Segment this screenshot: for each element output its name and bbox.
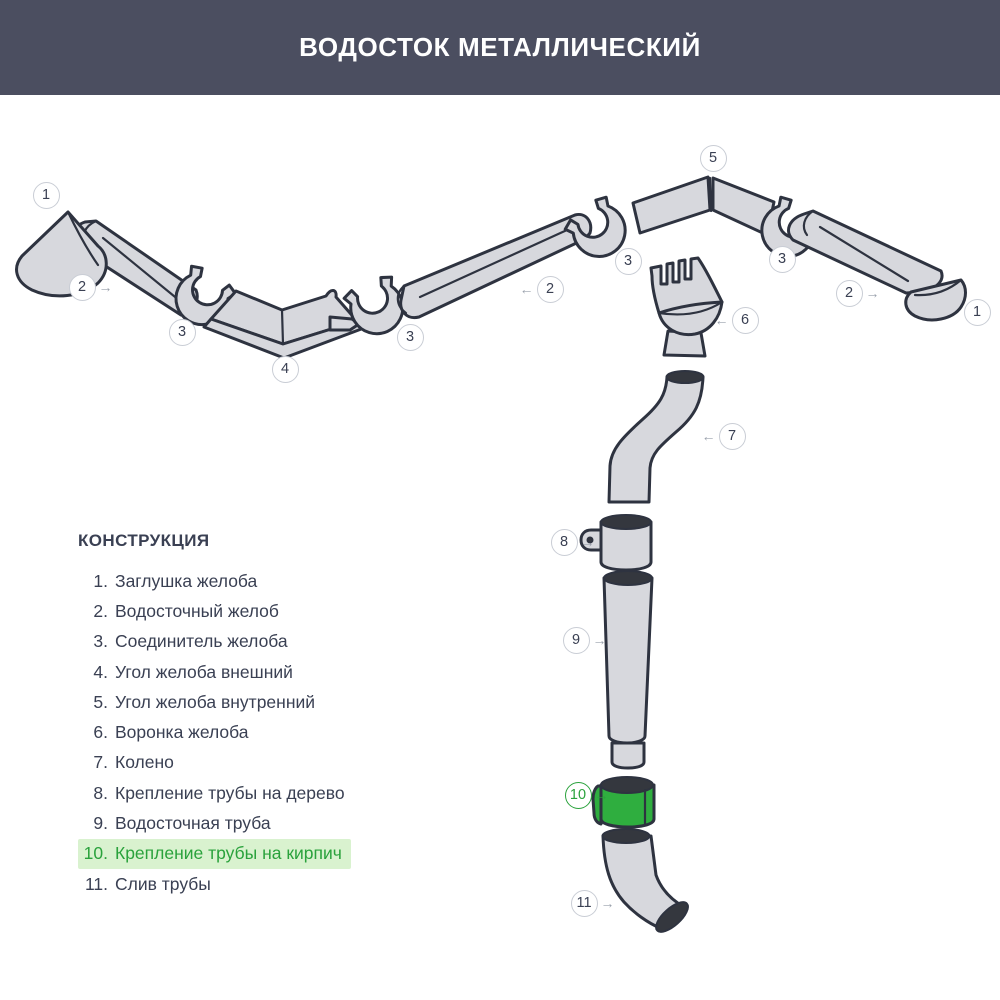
callout-3 [615,248,642,275]
callout-number: 1 [972,304,982,320]
part-corner-inner [633,177,774,235]
legend-title: КОНСТРУКЦИЯ [78,531,210,550]
callout-arrow-icon: → [865,285,880,301]
legend-item-label: Соединитель желоба [115,631,288,652]
callout-number: 3 [177,324,187,340]
legend-item-number: 1. [93,570,108,591]
callout-2 [69,274,113,301]
callout-number: 4 [280,361,290,377]
callout-number: 8 [559,534,569,550]
callout-number: 2 [844,285,854,301]
legend-item-label: Угол желоба внешний [115,661,293,682]
legend-item [78,748,418,778]
legend-item-number: 3. [93,631,108,652]
legend-item-label: Слив трубы [115,873,211,894]
legend-item-label: Крепление трубы на кирпич [115,843,342,864]
callout-number: 6 [740,312,750,328]
legend-item-label: Угол желоба внутренний [115,691,316,712]
legend [78,531,418,899]
header-bar [0,0,1000,95]
part-corner-outer [204,290,364,358]
callout-number: 11 [576,895,592,911]
callout-5 [700,145,727,172]
page-title: ВОДОСТОК МЕТАЛЛИЧЕСКИЙ [299,32,701,62]
legend-item-label: Воронка желоба [115,722,249,743]
legend-item-number: 9. [93,813,108,834]
legend-item [78,627,418,657]
callout-number: 2 [545,281,555,297]
legend-item [78,717,418,747]
legend-list [78,566,418,899]
callout-7 [701,423,746,450]
part-gutter-middle [398,214,591,317]
callout-1 [964,299,991,326]
callout-arrow-icon: → [98,279,113,295]
legend-item-label: Водосточный желоб [115,600,279,621]
callout-11 [571,890,615,917]
legend-item [78,687,418,717]
callout-number: 9 [571,632,581,648]
legend-item-label: Заглушка желоба [115,570,258,591]
callout-number: 2 [77,279,87,295]
callout-arrow-icon: → [592,632,607,648]
callout-number: 5 [708,150,718,166]
callout-number: 1 [41,187,51,203]
part-funnel [651,258,722,356]
legend-item-number: 2. [93,600,108,621]
callout-number: 3 [623,253,633,269]
legend-item-label: Водосточная труба [115,813,271,834]
callout-2 [836,280,880,307]
part-gutter-right [789,211,943,293]
callout-4 [272,356,299,383]
legend-item-label: Колено [115,752,174,773]
callout-arrow-icon: → [580,534,595,550]
legend-item [78,808,418,838]
callout-arrow-icon: → [594,787,609,803]
callout-arrow-icon: → [600,895,615,911]
callout-number: 7 [727,428,737,444]
legend-item-number: 11. [84,873,108,894]
legend-item-number: 7. [93,752,108,773]
legend-item [78,869,418,899]
callout-1 [33,182,60,209]
callout-arrow-icon: ← [701,428,716,444]
callout-3 [769,246,796,273]
legend-item-label: Крепление трубы на дерево [115,782,345,803]
callout-arrow-icon: ← [519,281,534,297]
part-elbow [609,371,704,502]
part-outlet [600,829,693,937]
callout-8 [551,529,595,556]
legend-item [78,778,418,808]
legend-item [78,839,351,869]
callout-9 [563,627,607,654]
legend-item [78,566,418,596]
callout-10 [565,782,609,809]
callout-2 [519,276,564,303]
legend-item-number: 6. [93,722,108,743]
part-downpipe [604,571,652,768]
callout-number: 3 [405,329,415,345]
callout-arrow-icon: ← [714,312,729,328]
callout-3 [397,324,424,351]
legend-item [78,596,418,626]
callout-3 [169,319,196,346]
callout-number: 10 [569,787,587,803]
legend-item-number: 4. [93,661,108,682]
legend-item-number: 10. [83,843,108,864]
callout-6 [714,307,759,334]
legend-item-number: 5. [93,691,108,712]
callout-number: 3 [777,251,787,267]
legend-item-number: 8. [93,782,108,803]
legend-item [78,657,418,687]
